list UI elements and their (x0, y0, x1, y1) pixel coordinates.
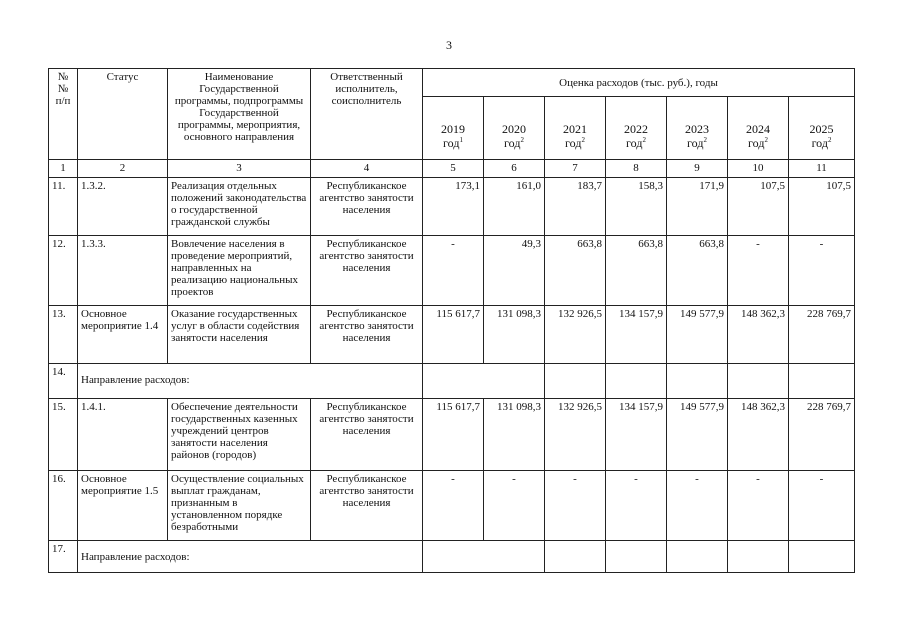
row-value: - (789, 471, 855, 541)
row-number: 11. (49, 178, 78, 236)
row-value: - (667, 471, 728, 541)
column-number: 5 (423, 160, 484, 178)
row-value: 134 157,9 (606, 306, 667, 364)
column-number: 1 (49, 160, 78, 178)
row-value-empty (667, 541, 728, 573)
header-year: 2021 год$^2$ (545, 97, 606, 160)
row-value-empty (545, 364, 606, 399)
row-value: 173,1 (423, 178, 484, 236)
row-value: 663,8 (545, 236, 606, 306)
row-value: 149 577,9 (667, 399, 728, 471)
row-value: 115 617,7 (423, 399, 484, 471)
row-direction: Направление расходов: (78, 364, 423, 399)
table-row (49, 236, 855, 306)
table-row (49, 471, 855, 541)
budget-table (48, 68, 855, 573)
row-value-empty (423, 364, 545, 399)
row-number: 12. (49, 236, 78, 306)
row-value: - (606, 471, 667, 541)
row-value: - (728, 471, 789, 541)
row-value: 107,5 (789, 178, 855, 236)
header-year: 2019 год$^1$ (423, 97, 484, 160)
column-number: 10 (728, 160, 789, 178)
row-name: Оказание государственных услуг в области содействия занятости населения (168, 306, 311, 364)
row-value: 148 362,3 (728, 399, 789, 471)
row-value: 663,8 (606, 236, 667, 306)
header-responsible: Ответственный исполнитель, соисполнитель (311, 69, 423, 160)
row-value: 171,9 (667, 178, 728, 236)
row-number: 13. (49, 306, 78, 364)
column-number-row (49, 160, 855, 178)
row-value-empty (789, 541, 855, 573)
header-year: 2023 год$^2$ (667, 97, 728, 160)
column-number: 8 (606, 160, 667, 178)
row-value-empty (606, 541, 667, 573)
row-responsible: Республиканское агентство занятости населения (311, 178, 423, 236)
row-status: Основное мероприятие 1.4 (78, 306, 168, 364)
row-value: 228 769,7 (789, 399, 855, 471)
row-number: 17. (49, 541, 78, 573)
row-value: - (423, 236, 484, 306)
row-number: 15. (49, 399, 78, 471)
row-name: Обеспечение деятельности государственных казенных учреждений центров занятости населения районов (городов) (168, 399, 311, 471)
page-number: 3 (446, 38, 452, 52)
row-value: 148 362,3 (728, 306, 789, 364)
row-value: - (789, 236, 855, 306)
row-value: 663,8 (667, 236, 728, 306)
header-costs: Оценка расходов (тыс. руб.), годы (423, 69, 855, 97)
table-row (49, 364, 855, 399)
column-number: 2 (78, 160, 168, 178)
row-responsible: Республиканское агентство занятости населения (311, 306, 423, 364)
column-number: 6 (484, 160, 545, 178)
row-value: - (484, 471, 545, 541)
header-year: 2024 год$^2$ (728, 97, 789, 160)
row-value: 134 157,9 (606, 399, 667, 471)
row-responsible: Республиканское агентство занятости населения (311, 471, 423, 541)
row-value: 132 926,5 (545, 399, 606, 471)
row-responsible: Республиканское агентство занятости населения (311, 399, 423, 471)
row-direction: Направление расходов: (78, 541, 423, 573)
header-status: Статус (78, 69, 168, 160)
table-row (49, 541, 855, 573)
table-row (49, 178, 855, 236)
row-responsible: Республиканское агентство занятости населения (311, 236, 423, 306)
header-year: 2025 год$^2$ (789, 97, 855, 160)
header-year: 2020 год$^2$ (484, 97, 545, 160)
row-value: 158,3 (606, 178, 667, 236)
table-row (49, 306, 855, 364)
row-value-empty (606, 364, 667, 399)
row-value: - (728, 236, 789, 306)
column-number: 11 (789, 160, 855, 178)
column-number: 3 (168, 160, 311, 178)
row-name: Вовлечение населения в проведение мероприятий, направленных на реализацию национальных проектов (168, 236, 311, 306)
row-status: 1.3.3. (78, 236, 168, 306)
header-num: № № п/п (49, 69, 78, 160)
row-value-empty (728, 541, 789, 573)
row-name: Реализация отдельных положений законодательства о государственной гражданской службы (168, 178, 311, 236)
row-value: - (545, 471, 606, 541)
column-number: 7 (545, 160, 606, 178)
row-value: - (423, 471, 484, 541)
row-value: 161,0 (484, 178, 545, 236)
row-number: 16. (49, 471, 78, 541)
row-number: 14. (49, 364, 78, 399)
column-number: 9 (667, 160, 728, 178)
row-value: 132 926,5 (545, 306, 606, 364)
row-value: 149 577,9 (667, 306, 728, 364)
row-value-empty (728, 364, 789, 399)
row-value: 183,7 (545, 178, 606, 236)
header-name: Наименование Государственной программы, подпрограммы Государственной программы, мероприятия, основного направления (168, 69, 311, 160)
table-row (49, 399, 855, 471)
row-value: 131 098,3 (484, 399, 545, 471)
header-year: 2022 год$^2$ (606, 97, 667, 160)
row-value: 115 617,7 (423, 306, 484, 364)
row-value: 131 098,3 (484, 306, 545, 364)
row-value: 107,5 (728, 178, 789, 236)
row-value-empty (667, 364, 728, 399)
row-status: Основное мероприятие 1.5 (78, 471, 168, 541)
row-status: 1.4.1. (78, 399, 168, 471)
row-value: 228 769,7 (789, 306, 855, 364)
column-number: 4 (311, 160, 423, 178)
row-status: 1.3.2. (78, 178, 168, 236)
row-value-empty (545, 541, 606, 573)
row-value-empty (423, 541, 545, 573)
row-name: Осуществление социальных выплат гражданам, признанным в установленном порядке безработными (168, 471, 311, 541)
row-value-empty (789, 364, 855, 399)
row-value: 49,3 (484, 236, 545, 306)
